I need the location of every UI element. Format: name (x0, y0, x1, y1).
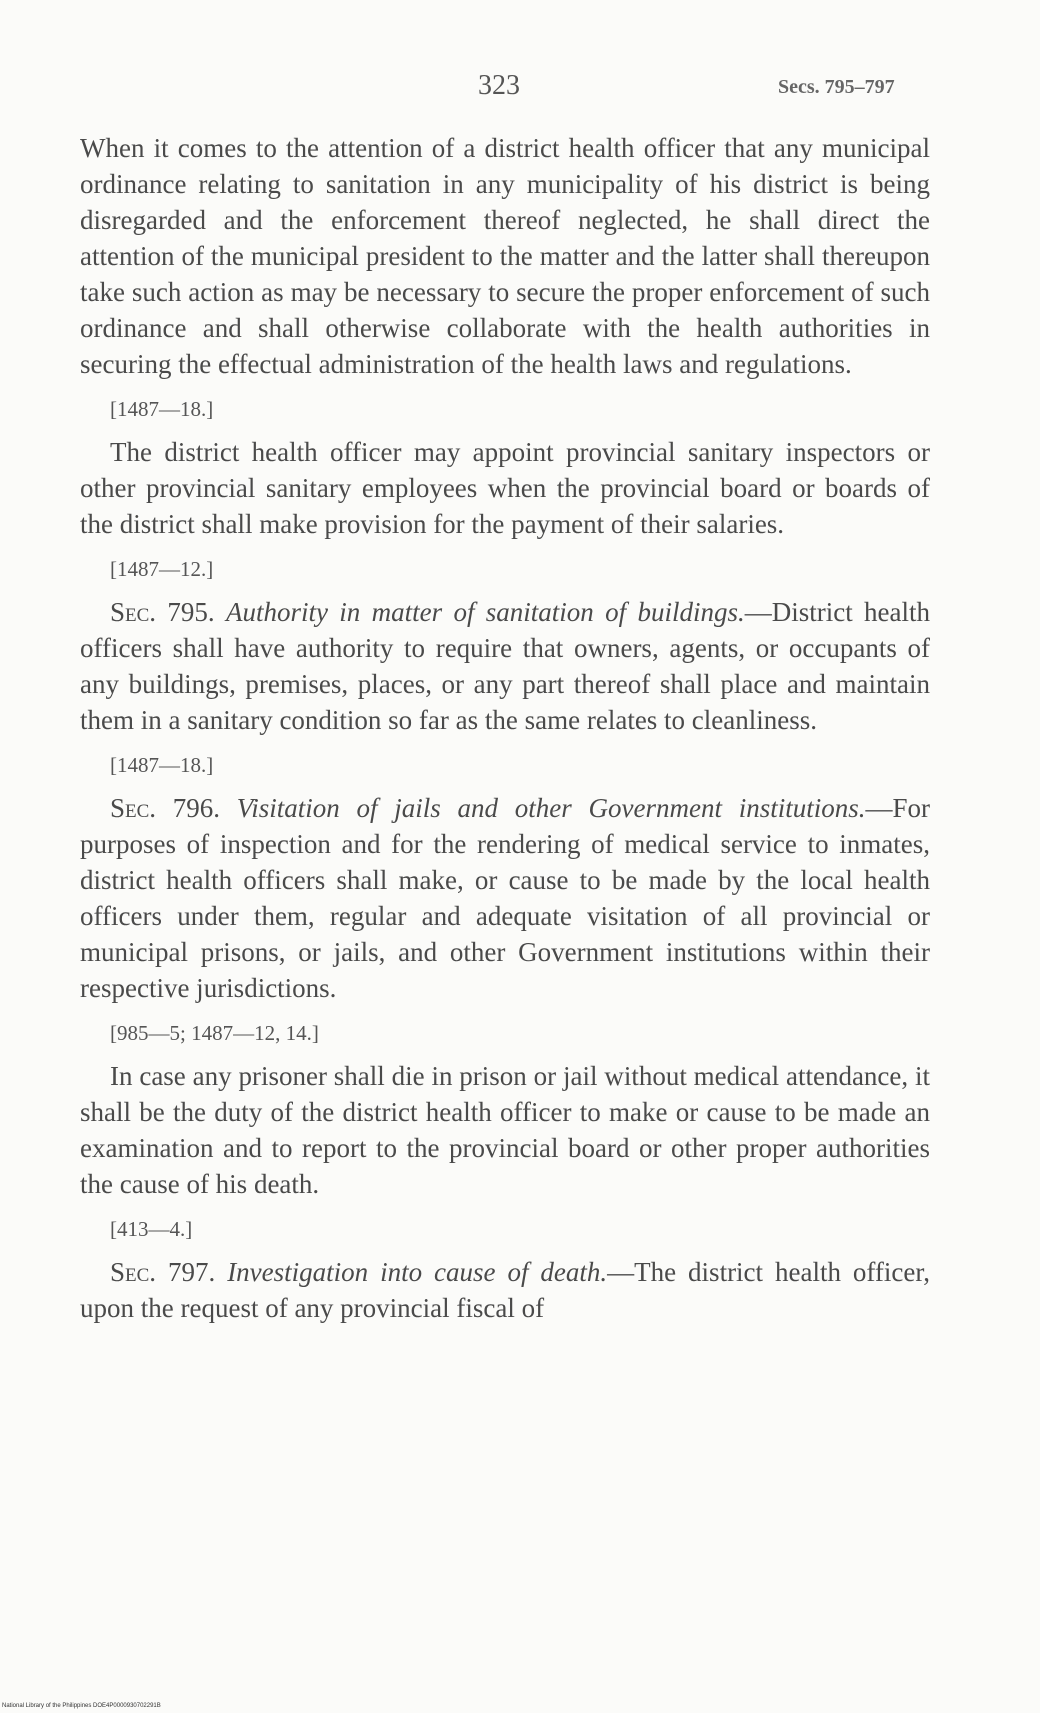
citation: [1487—12.] (110, 557, 214, 581)
section-title: Visitation of jails and other Government institutions. (236, 793, 866, 823)
section-797 (80, 1254, 930, 1326)
section-title: Authority in matter of sanitation of buildings. (225, 597, 745, 627)
page-number: 323 (478, 70, 520, 101)
section-label: Sec. 797. (110, 1257, 216, 1287)
paragraph-sanitary-inspectors: The district health officer may appoint provincial sanitary inspectors or other provincial sanitary employees when the provincial board or boards of the district shall make provision for the payment of their salaries. (80, 437, 930, 539)
page-content (80, 130, 930, 1326)
paragraph-municipal-ordinance: When it comes to the attention of a district health officer that any municipal ordinance relating to sanitation in any municipality of his district is being disregarded and the enforcement thereof neglected, he shall direct the attention of the municipal president to the matter and the latter shall thereupon take such action as may be necessary to secure the proper enforcement of such ordinance and shall otherwise collaborate with the health authorities in securing the effectual administration of the health laws and regulations. (80, 133, 930, 379)
citation: [413—4.] (110, 1217, 193, 1241)
citation: [1487—18.] (110, 397, 214, 421)
section-796 (80, 790, 930, 1006)
scan-footer: National Library of the Philippines DOE4P0000930702291B (2, 1703, 161, 1709)
citation: [985—5; 1487—12, 14.] (110, 1021, 319, 1045)
section-range: Secs. 795–797 (778, 76, 895, 98)
section-text: —For purposes of inspection and for the rendering of medical service to inmates, district health officers shall make, or cause to be made by the local health officers under them, regular and adequate visitation of all provincial or municipal prisons, or jails, and other Government institutions within their respective jurisdictions. (80, 793, 931, 1003)
citation: [1487—18.] (110, 753, 214, 777)
section-795 (80, 594, 930, 738)
paragraph-prisoner-death: In case any prisoner shall die in prison or jail without medical attendance, it shall be the duty of the district health officer to make or cause to be made an examination and to report to the provincial board or other proper authorities the cause of his death. (80, 1061, 930, 1199)
section-label: Sec. 795. (110, 597, 215, 627)
section-text: —District health officers shall have authority to require that owners, agents, or occupants of any buildings, premises, places, or any part thereof shall place and maintain them in a sanitary condition so far as the same relates to cleanliness. (80, 597, 931, 735)
section-title: Investigation into cause of death. (227, 1257, 608, 1287)
section-label: Sec. 796. (110, 793, 221, 823)
section-text: —The district health officer, upon the request of any provincial fiscal of (80, 1257, 931, 1323)
